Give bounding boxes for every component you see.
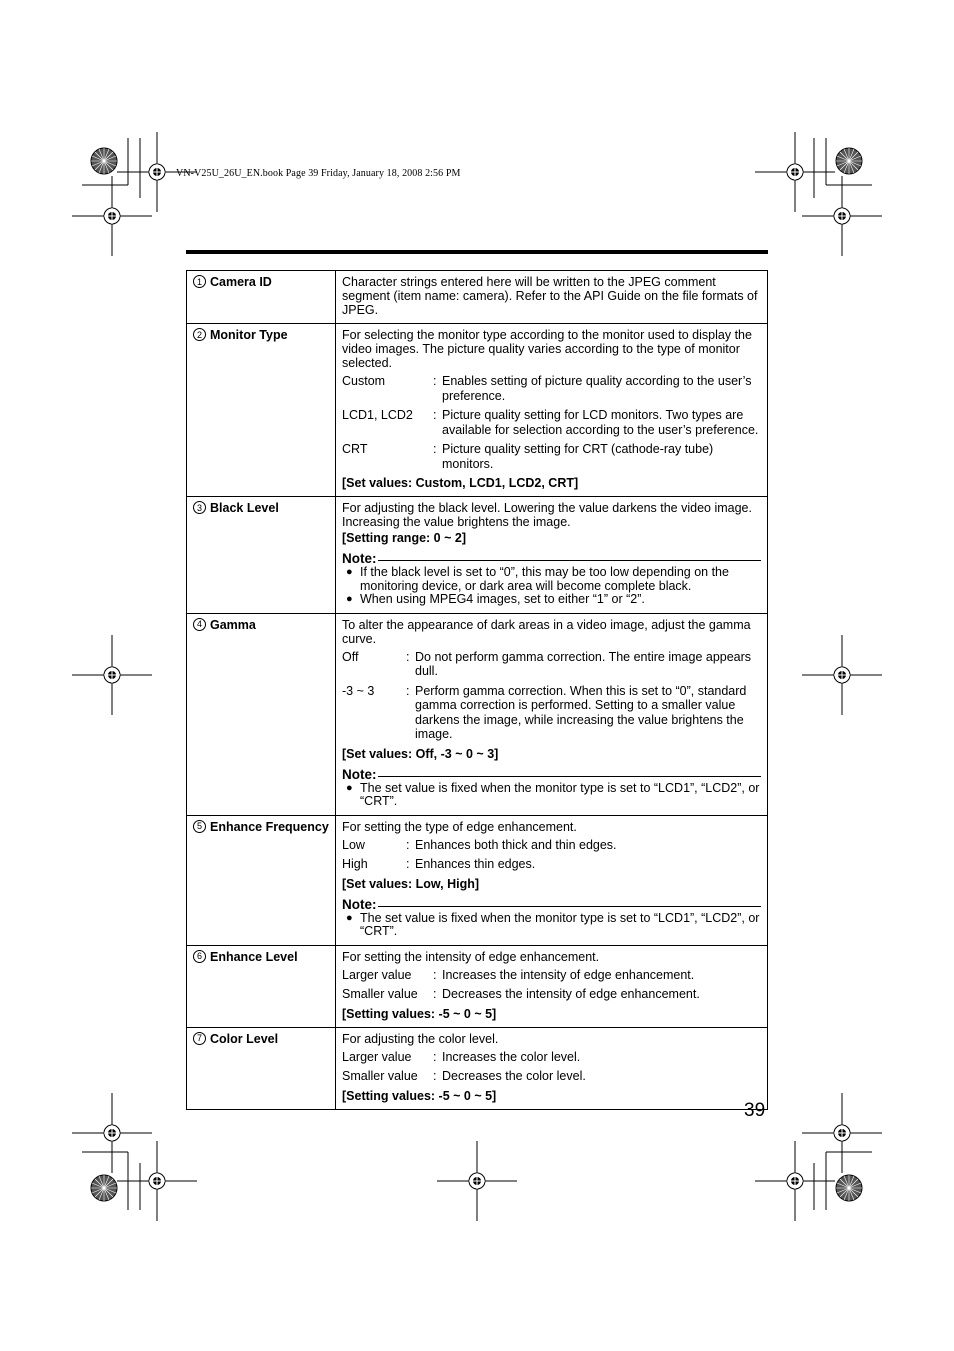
setting-intro: For selecting the monitor type according to the monitor used to display the video images. The picture quality varies according to the type of monitor selected. <box>342 328 752 370</box>
setting-description-cell <box>336 815 768 945</box>
setting-label-cell <box>187 271 336 324</box>
colon-separator: : <box>433 1069 437 1083</box>
setting-label-cell <box>187 945 336 1027</box>
note-title: Note: <box>342 766 377 782</box>
setting-label-cell <box>187 324 336 497</box>
value-definition <box>342 442 761 471</box>
value-definition <box>342 374 761 403</box>
colon-separator: : <box>433 408 437 422</box>
item-number-badge: 2 <box>193 328 206 341</box>
value-term: Off <box>342 649 359 664</box>
value-definitions <box>342 1050 761 1084</box>
setting-values: [Setting values: -5 ~ 0 ~ 5] <box>342 1088 497 1103</box>
setting-values: [Set values: Low, High] <box>342 876 480 891</box>
page-number: 39 <box>744 1100 766 1121</box>
setting-name: Monitor Type <box>210 328 288 342</box>
value-definition <box>342 968 761 983</box>
bullet-icon: ● <box>346 566 353 578</box>
value-definition <box>342 1050 761 1065</box>
value-definition <box>342 684 761 742</box>
setting-name: Camera ID <box>210 275 272 289</box>
table-row <box>187 497 768 614</box>
note-text: If the black level is set to “0”, this may be too low depending on the monitoring device, or dark area will become complete black. <box>360 565 729 593</box>
value-definitions <box>342 838 761 872</box>
value-description: Enhances thin edges. <box>415 857 536 871</box>
value-term: -3 ~ 3 <box>342 683 375 698</box>
setting-description-cell <box>336 613 768 815</box>
setting-values: [Set values: Custom, LCD1, LCD2, CRT] <box>342 476 579 490</box>
item-number-badge: 1 <box>193 275 206 288</box>
colon-separator: : <box>433 442 437 456</box>
value-definitions <box>342 374 761 471</box>
setting-intro: Character strings entered here will be written to the JPEG comment segment (item name: camera). Refer to the API Guide on the file formats of JPEG. <box>342 275 758 317</box>
value-definitions <box>342 650 761 742</box>
setting-label-cell <box>187 815 336 945</box>
item-number-badge: 3 <box>193 501 206 514</box>
colon-separator: : <box>433 374 437 388</box>
setting-label-cell <box>187 1027 336 1109</box>
setting-name: Gamma <box>210 617 256 632</box>
setting-description-cell <box>336 324 768 497</box>
table-row <box>187 945 768 1027</box>
setting-intro: For adjusting the black level. Lowering the value darkens the video image. Increasing the value brightens the image. <box>342 501 752 529</box>
item-number-badge: 5 <box>193 820 206 833</box>
item-number-badge: 7 <box>193 1032 206 1045</box>
value-term: Larger value <box>342 1049 412 1064</box>
settings-table <box>186 270 768 1110</box>
bullet-icon: ● <box>346 593 353 605</box>
table-row <box>187 1027 768 1109</box>
value-description: Decreases the color level. <box>442 1069 586 1083</box>
note-text: The set value is fixed when the monitor type is set to “LCD1”, “LCD2”, or “CRT”. <box>360 910 760 938</box>
setting-intro: For setting the type of edge enhancement. <box>342 819 577 834</box>
bullet-icon: ● <box>346 781 353 794</box>
note-item <box>342 566 761 593</box>
value-description: Picture quality setting for LCD monitors. Two types are available for selection according to the user’s preference. <box>442 408 759 437</box>
note-rule <box>378 776 762 777</box>
setting-intro: To alter the appearance of dark areas in a video image, adjust the gamma curve. <box>342 617 751 646</box>
item-number-badge: 4 <box>193 618 206 631</box>
note-header <box>342 897 761 912</box>
colon-separator: : <box>433 967 437 982</box>
colon-separator: : <box>433 987 437 1001</box>
value-description: Enables setting of picture quality according to the user’s preference. <box>442 374 752 403</box>
value-definition <box>342 857 761 872</box>
table-row <box>187 815 768 945</box>
note-text: When using MPEG4 images, set to either “1” or “2”. <box>360 592 645 606</box>
item-number-badge: 6 <box>193 950 206 963</box>
setting-description-cell <box>336 271 768 324</box>
setting-description-cell <box>336 945 768 1027</box>
colon-separator: : <box>433 1049 437 1064</box>
value-term: High <box>342 857 368 871</box>
table-row <box>187 613 768 815</box>
note-title: Note: <box>342 896 377 912</box>
setting-values: [Set values: Off, -3 ~ 0 ~ 3] <box>342 746 499 761</box>
colon-separator: : <box>406 857 410 871</box>
value-description: Increases the intensity of edge enhancement. <box>442 967 695 982</box>
note-text: The set value is fixed when the monitor type is set to “LCD1”, “LCD2”, or “CRT”. <box>360 780 760 808</box>
setting-label-cell <box>187 613 336 815</box>
setting-intro: For setting the intensity of edge enhancement. <box>342 949 600 964</box>
value-term: Low <box>342 837 365 852</box>
value-description: Decreases the intensity of edge enhancement. <box>442 987 700 1001</box>
value-definition <box>342 650 761 679</box>
table-row <box>187 324 768 497</box>
colon-separator: : <box>406 837 410 852</box>
note-item <box>342 593 761 607</box>
value-description: Do not perform gamma correction. The entire image appears dull. <box>415 649 752 678</box>
bullet-icon: ● <box>346 911 353 924</box>
value-description: Picture quality setting for CRT (cathode-ray tube) monitors. <box>442 442 714 471</box>
value-definition <box>342 987 761 1002</box>
setting-name: Color Level <box>210 1031 279 1046</box>
value-definition <box>342 408 761 437</box>
note-header <box>342 767 761 782</box>
note-rule <box>378 906 762 907</box>
value-term: CRT <box>342 442 368 456</box>
setting-values: [Setting range: 0 ~ 2] <box>342 531 466 545</box>
value-term: Custom <box>342 374 386 388</box>
value-description: Perform gamma correction. When this is set to “0”, standard gamma correction is performed. Setting to a smaller value darkens the image, while increasing the value brightens the image. <box>415 683 747 741</box>
note-item <box>342 782 761 809</box>
note-title: Note: <box>342 551 377 566</box>
setting-name: Enhance Level <box>210 949 298 964</box>
note-header <box>342 551 761 566</box>
value-term: Smaller value <box>342 987 418 1001</box>
setting-label-cell <box>187 497 336 614</box>
setting-description-cell <box>336 497 768 614</box>
setting-description-cell <box>336 1027 768 1109</box>
value-definition <box>342 838 761 853</box>
value-definitions <box>342 968 761 1002</box>
value-term: LCD1, LCD2 <box>342 408 413 422</box>
value-term: Larger value <box>342 967 412 982</box>
setting-intro: For adjusting the color level. <box>342 1031 499 1046</box>
note-rule <box>378 560 762 561</box>
print-header: VN-V25U_26U_EN.book Page 39 Friday, January 18, 2008 2:56 PM <box>176 168 461 179</box>
setting-values: [Setting values: -5 ~ 0 ~ 5] <box>342 1006 497 1021</box>
value-term: Smaller value <box>342 1069 418 1083</box>
setting-name: Black Level <box>210 501 279 515</box>
value-description: Enhances both thick and thin edges. <box>415 837 617 852</box>
colon-separator: : <box>406 683 410 698</box>
value-definition <box>342 1069 761 1084</box>
note-item <box>342 912 761 939</box>
setting-name: Enhance Frequency <box>210 819 329 834</box>
value-description: Increases the color level. <box>442 1049 581 1064</box>
top-rule <box>186 250 768 254</box>
table-row <box>187 271 768 324</box>
colon-separator: : <box>406 649 410 664</box>
